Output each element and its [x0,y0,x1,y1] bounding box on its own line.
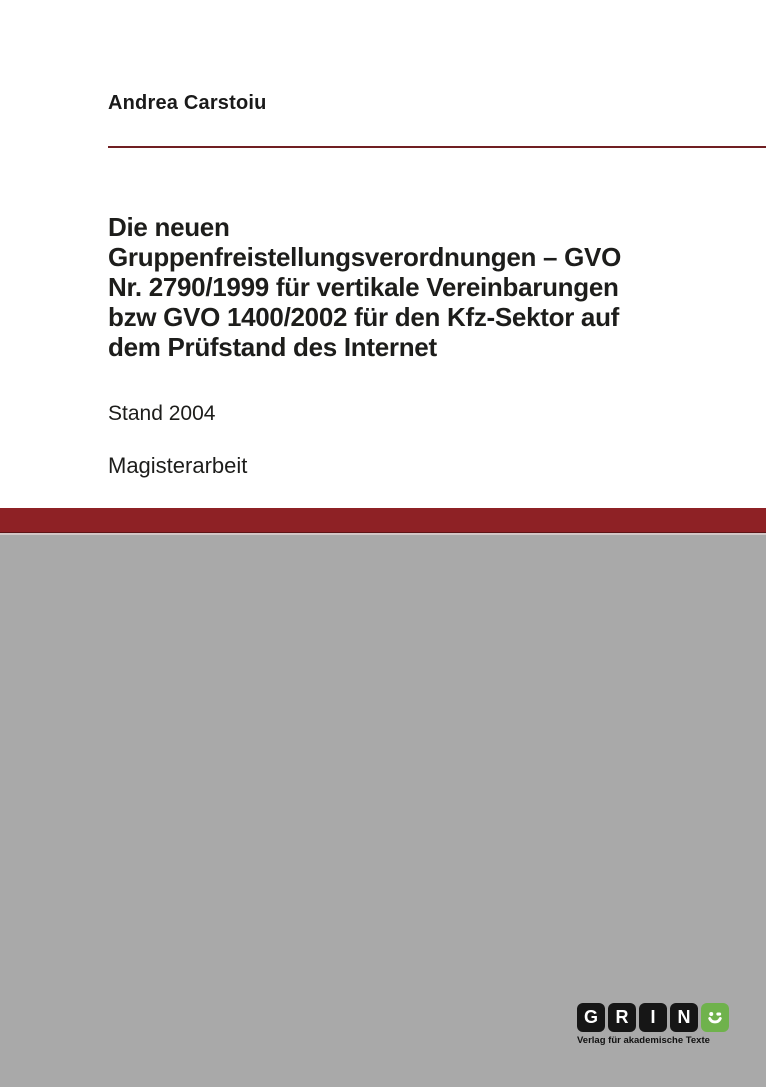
document-type-label: Magisterarbeit [108,453,248,478]
author-name: Andrea Carstoiu [108,92,267,114]
grin-letter-i: I [639,1003,667,1032]
publisher-tagline: Verlag für akademische Texte [577,1035,710,1046]
title-block [108,212,708,362]
grin-letter-boxes [577,1003,729,1032]
grin-letter-n: N [670,1003,698,1032]
author-divider-rule [108,146,766,148]
grin-letter-g: G [577,1003,605,1032]
subtitle: Stand 2004 [108,402,216,425]
smiley-icon [701,1003,729,1032]
title-line-2: Gruppenfreistellungsverordnungen – GVO [108,242,622,272]
grin-letter-r: R [608,1003,636,1032]
title-line-4: bzw GVO 1400/2002 für den Kfz-Sektor auf [108,302,620,332]
title-line-1: Die neuen [108,212,230,242]
title-line-5: dem Prüfstand des Internet [108,332,437,362]
maroon-divider-bar [0,508,766,533]
publisher-logo [577,1003,729,1046]
title-line-3: Nr. 2790/1999 für vertikale Vereinbarungen [108,272,619,302]
